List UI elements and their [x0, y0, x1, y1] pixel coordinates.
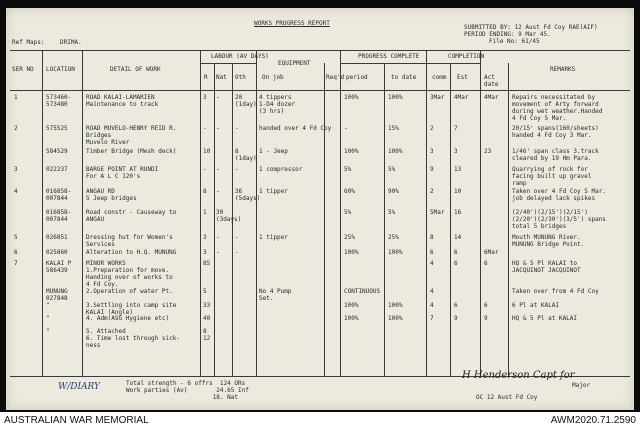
- cell-act: 6: [484, 260, 488, 267]
- report-title: WORKS PROGRESS REPORT: [254, 20, 330, 27]
- cell-detail: ANGAU RD 5 Jeep bridges: [86, 188, 137, 202]
- cell-nat: -: [216, 188, 220, 195]
- cell-oth: -: [235, 234, 239, 241]
- cell-oth: 36 (5days): [235, 188, 261, 202]
- cell-period: -: [344, 125, 348, 132]
- cell-remarks: Quarrying of rock for facing built up gravel ramp: [512, 166, 592, 187]
- cell-r: 40: [203, 315, 211, 322]
- cell-detail: ROAD KALAI-LAMARIEN Maintenance to track: [86, 94, 159, 108]
- cell-r: 85: [203, 260, 211, 267]
- cell-act: 6: [484, 302, 488, 309]
- cell-act: 9: [484, 315, 488, 322]
- cell-period: 5%: [344, 209, 352, 216]
- cell-comm: 2: [430, 125, 434, 132]
- cell-oth: -: [235, 166, 239, 173]
- caption-bar: [0, 412, 640, 429]
- caption-right: AWM2020.71.2590: [550, 415, 636, 426]
- cell-oth: 20 (1day): [235, 94, 257, 108]
- cell-period: 100%: [344, 249, 359, 256]
- wdiary-handwritten-note: W/DIARY: [58, 382, 100, 392]
- cell-comm: 8: [430, 234, 434, 241]
- cell-remarks: Taken over from 4 Fd Coy: [512, 288, 599, 295]
- cell-r: 3: [203, 249, 207, 256]
- col-progress: PROGRESS COMPLETE: [358, 53, 420, 60]
- cell-period: 25%: [344, 234, 355, 241]
- cell-period: 100%: [344, 302, 359, 309]
- cell-on-job: handed over 4 Fd Coy: [259, 125, 332, 132]
- col-est: Est: [457, 74, 468, 81]
- cell-detail: Timber Bridge (Mesh deck): [86, 148, 177, 155]
- cell-comm: 3: [430, 148, 434, 155]
- total-strength: Total strength - 6 offrs 124 ORs: [126, 380, 246, 387]
- cell-nat: -: [216, 234, 220, 241]
- col-completion: COMPLETION: [448, 53, 485, 60]
- col-detail: DETAIL OF WORK: [110, 66, 161, 73]
- cell-r: -: [203, 125, 207, 132]
- cell-period: 60%: [344, 188, 355, 195]
- col-remarks: REMARKS: [550, 66, 576, 73]
- cell-loc: 016858- 007844: [46, 188, 72, 202]
- cell-nat: -: [216, 166, 220, 173]
- cell-on-job: 1 compressor: [259, 166, 303, 173]
- cell-to-date: 100%: [388, 315, 403, 322]
- col-labour-oth: Oth: [235, 74, 246, 81]
- cell-oth: -: [235, 249, 239, 256]
- cell-comm: 4: [430, 302, 434, 309]
- cell-act: 4Mar: [484, 94, 499, 101]
- cell-ser: 2: [14, 125, 18, 132]
- cell-ser: 6: [14, 249, 18, 256]
- cell-comm: 4: [430, 288, 434, 295]
- col-period: period: [346, 74, 368, 81]
- cell-detail: 2.Operation of water Pt.: [86, 288, 173, 295]
- col-act-date: Act date: [484, 74, 499, 88]
- cell-detail: 5. Attached 6. Time lost through sick- ness: [86, 328, 180, 349]
- cell-comm: 7: [430, 315, 434, 322]
- cell-oth: 8 (1day): [235, 148, 257, 162]
- cell-to-date: 15%: [388, 125, 399, 132]
- cell-remarks: (2/40')(2/15')(2/15') (2/20')(2/30')(3/5') spans total 5 bridges: [512, 209, 606, 230]
- cell-detail: 4. Adm(ASG Hygiene etc): [86, 315, 170, 322]
- cell-loc: 573460- 573480: [46, 94, 72, 108]
- cell-to-date: 100%: [388, 249, 403, 256]
- caption-left: AUSTRALIAN WAR MEMORIAL: [4, 415, 149, 426]
- cell-est: 6: [454, 302, 458, 309]
- cell-ser: 1: [14, 94, 18, 101]
- cell-est: 3: [454, 148, 458, 155]
- cell-to-date: 5%: [388, 166, 396, 173]
- cell-period: 100%: [344, 94, 359, 101]
- cell-period: 100%: [344, 148, 359, 155]
- cell-on-job: No 4 Pump Set.: [259, 288, 292, 302]
- col-on-job: On job: [262, 74, 284, 81]
- col-labour-r: R: [204, 74, 208, 81]
- cell-loc: 584529: [46, 148, 68, 155]
- cell-remarks: 20/15' spans(160/sheets) handed 4 Fd Coy 3 Mar.: [512, 125, 599, 139]
- ref-maps-value: DRIMA.: [60, 39, 82, 46]
- cell-remarks: 6 Pl at KALAI: [512, 302, 559, 309]
- col-labour-nat: Nat: [216, 74, 227, 81]
- cell-ser: 5: [14, 234, 18, 241]
- cell-remarks: Mouth MUNUNG River. MUNUNG Bridge Point.: [512, 234, 585, 248]
- cell-ser: 7: [14, 260, 18, 267]
- cell-act: 23: [484, 148, 492, 155]
- cell-to-date: 100%: [388, 302, 403, 309]
- col-location: LOCATION: [46, 66, 75, 73]
- cell-est: 13: [454, 166, 462, 173]
- cell-loc: 022237: [46, 166, 68, 173]
- cell-nat: -: [216, 125, 220, 132]
- cell-est: 6: [454, 249, 458, 256]
- cell-to-date: 90%: [388, 188, 399, 195]
- cell-loc: ": [46, 315, 50, 322]
- signature: H Henderson Capt for: [462, 370, 575, 381]
- cell-detail: Dressing hut for Women's Services: [86, 234, 173, 248]
- cell-r: -: [203, 166, 207, 173]
- cell-loc: 025860: [46, 249, 68, 256]
- cell-est: 10: [454, 188, 462, 195]
- cell-detail: Road constr - Causeway to ANGAU: [86, 209, 177, 223]
- cell-detail: 3.Settling into camp site KALAI (Angle): [86, 302, 177, 316]
- cell-oth: -: [235, 125, 239, 132]
- cell-r: 1: [203, 209, 207, 216]
- cell-r: 8: [203, 188, 207, 195]
- work-parties-nat: 18. Nat: [126, 394, 238, 401]
- cell-est: 14: [454, 234, 462, 241]
- period-ending: PERIOD ENDING: 9 Mar 45.: [464, 31, 551, 38]
- cell-remarks: Taken over 4 Fd Coy 5 Mar. job delayed lack spikes: [512, 188, 606, 202]
- cell-loc: MUNUNG 027848: [46, 288, 68, 302]
- cell-to-date: 100%: [388, 148, 403, 155]
- cell-est: 9: [454, 315, 458, 322]
- col-to-date: to date: [391, 74, 417, 81]
- work-parties: Work parties (Av) 24.65 Inf: [126, 387, 249, 394]
- cell-remarks: HQ & 5 Pl at KALAI: [512, 315, 578, 322]
- cell-loc: ": [46, 328, 50, 335]
- submitted-by: SUBMITTED BY: 12 Aust Fd Coy RAE(AIF): [464, 24, 598, 31]
- cell-act: 6Mar: [484, 249, 499, 256]
- col-ser: SER NO: [12, 66, 34, 73]
- cell-remarks: Repairs necessitated by movement of Arty forward during wet weather.Handed 4 Fd Coy 5 Mar.: [512, 94, 603, 122]
- cell-detail: Alteration to H.Q. MUNUNG: [86, 249, 177, 256]
- cell-comm: 9: [430, 166, 434, 173]
- cell-comm: 5Mar: [430, 209, 445, 216]
- cell-ser: 4: [14, 188, 18, 195]
- col-comm: comm: [432, 74, 447, 81]
- signature-rank: Major: [572, 382, 591, 389]
- cell-r: 5: [203, 288, 207, 295]
- cell-comm: 4: [430, 260, 434, 267]
- cell-on-job: 1 - Jeep: [259, 148, 288, 155]
- cell-est: 16: [454, 209, 462, 216]
- cell-r: 3: [203, 94, 207, 101]
- cell-remarks: 1/46' span class 3.track cleared by 19 Hm Para.: [512, 148, 599, 162]
- cell-on-job: 4 tippers 1-D4 dozer (3 hrs): [259, 94, 296, 115]
- cell-comm: 2: [430, 188, 434, 195]
- file-no: File No: 61/45: [489, 38, 540, 45]
- cell-r: 8 12: [203, 328, 211, 342]
- cell-loc: KALAI P 586439: [46, 260, 72, 274]
- cell-ser: 3: [14, 166, 18, 173]
- col-equipment: EQUIPMENT: [278, 60, 311, 67]
- cell-nat: -: [216, 249, 220, 256]
- cell-detail: BARGE POINT AT RUNDI For A L C 120's: [86, 166, 159, 180]
- cell-est: 4Mar: [454, 94, 469, 101]
- cell-on-job: 1 tipper: [259, 188, 288, 195]
- cell-nat: 30 (3days): [216, 209, 242, 223]
- cell-period: 5%: [344, 166, 352, 173]
- cell-loc: 026851: [46, 234, 68, 241]
- cell-period: CONTINUOUS: [344, 288, 381, 295]
- ref-maps-label: Ref Maps:: [12, 39, 45, 46]
- cell-r: 33: [203, 302, 211, 309]
- cell-comm: 6: [430, 249, 434, 256]
- cell-r: 3: [203, 234, 207, 241]
- col-labour: LABOUR (AV DAYS): [211, 53, 269, 60]
- cell-to-date: 25%: [388, 234, 399, 241]
- cell-period: 100%: [344, 315, 359, 322]
- cell-on-job: 1 tipper: [259, 234, 288, 241]
- cell-detail: ROAD MUVELO-HENRY REID R. Bridges Muvelo River: [86, 125, 177, 146]
- cell-est: 6: [454, 260, 458, 267]
- cell-r: 10: [203, 148, 211, 155]
- cell-est: 7: [454, 125, 458, 132]
- col-reqd: Req'd: [326, 74, 345, 81]
- cell-remarks: HQ & 5 Pl KALAI to JACQUINOT JACQUINOT: [512, 260, 581, 274]
- cell-loc: 016858- 007844: [46, 209, 72, 223]
- cell-nat: -: [216, 94, 220, 101]
- signature-unit: OC 12 Aust Fd Coy: [476, 394, 538, 401]
- cell-loc: 575525: [46, 125, 68, 132]
- cell-loc: ": [46, 302, 50, 309]
- cell-comm: 3Mar: [430, 94, 445, 101]
- cell-to-date: 5%: [388, 209, 396, 216]
- cell-detail: MINOR WORKS 1.Preparation for move. Handing over of works to 4 Fd Coy.: [86, 260, 173, 288]
- cell-to-date: 100%: [388, 94, 403, 101]
- document-sheet: [6, 8, 634, 410]
